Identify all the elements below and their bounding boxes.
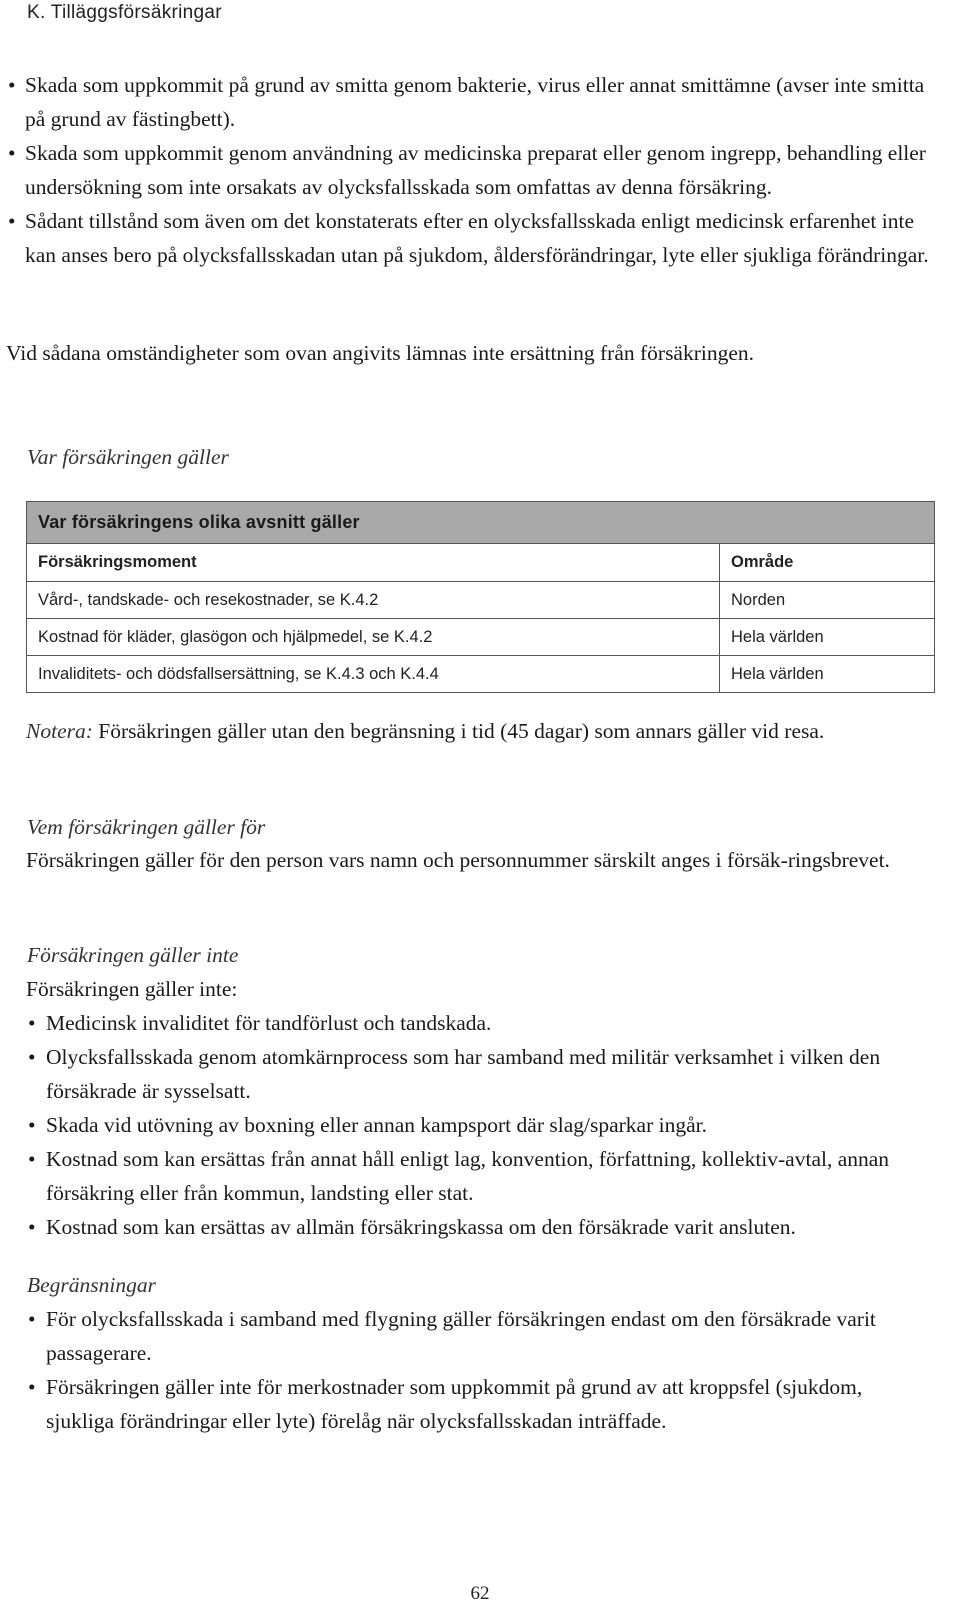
list-item-text: Medicinsk invaliditet för tandförlust och tandskada.	[46, 1011, 492, 1035]
bullet-icon: •	[28, 1307, 36, 1331]
list-item	[26, 1210, 931, 1244]
list-item-text: Skada som uppkommit på grund av smitta genom bakterie, virus eller annat smittämne (avser inte smitta på grund av fästingbett).	[25, 73, 925, 131]
bullet-icon: •	[8, 141, 16, 165]
column-header-area: Område	[720, 544, 935, 582]
table-cell-moment: Kostnad för kläder, glasögon och hjälpmedel, se K.4.2	[27, 619, 720, 656]
note-text: Försäkringen gäller utan den begränsning i tid (45 dagar) som annars gäller vid resa.	[92, 719, 825, 743]
list-item	[26, 1142, 931, 1210]
table-caption: Var försäkringens olika avsnitt gäller	[27, 502, 935, 544]
coverage-table	[26, 501, 935, 693]
intro-exclusion-list	[0, 68, 940, 272]
list-item	[0, 68, 940, 136]
table-row	[27, 619, 935, 656]
where-heading: Var försäkringen gäller	[27, 445, 229, 469]
table-caption-row	[27, 502, 935, 544]
limits-heading: Begränsningar	[27, 1273, 156, 1297]
table-row	[27, 656, 935, 693]
list-item	[26, 1302, 931, 1370]
bullet-icon: •	[28, 1375, 36, 1399]
list-item	[26, 1108, 931, 1142]
not-valid-intro: Försäkringen gäller inte:	[26, 977, 238, 1001]
running-head: K. Tilläggsförsäkringar	[27, 2, 222, 23]
list-item-text: Olycksfallsskada genom atomkärnprocess som har samband med militär verksamhet i vilken den försäkrade är sysselsatt.	[46, 1045, 881, 1103]
bullet-icon: •	[8, 209, 16, 233]
list-item-text: Försäkringen gäller inte för merkostnader som uppkommit på grund av att kroppsfel (sjukdom, sjukliga förändringar eller lyte) förelåg när olycksfallsskadan inträffade.	[46, 1375, 863, 1433]
not-valid-list	[26, 1006, 931, 1244]
table-cell-area: Hela världen	[720, 656, 935, 693]
list-item-text: Kostnad som kan ersättas från annat håll enligt lag, konvention, författning, kollektiv-avtal, annan försäkring eller från kommun, landsting eller stat.	[46, 1147, 890, 1205]
who-heading: Vem försäkringen gäller för	[27, 815, 266, 839]
not-valid-heading: Försäkringen gäller inte	[27, 943, 239, 967]
intro-note: Vid sådana omständigheter som ovan angivits lämnas inte ersättning från försäkringen.	[6, 341, 755, 365]
note-label: Notera:	[26, 719, 93, 743]
who-text: Försäkringen gäller för den person vars namn och personnummer särskilt anges i försäk-ringsbrevet.	[26, 848, 890, 872]
table-cell-area: Hela världen	[720, 619, 935, 656]
table-cell-moment: Vård-, tandskade- och resekostnader, se K.4.2	[27, 582, 720, 619]
list-item-text: Skada som uppkommit genom användning av medicinska preparat eller genom ingrepp, behandling eller undersökning som inte orsakats av olycksfallsskada som omfattas av denna försäkring.	[25, 141, 926, 199]
bullet-icon: •	[28, 1113, 36, 1137]
list-item	[0, 136, 940, 204]
bullet-icon: •	[28, 1045, 36, 1069]
list-item	[26, 1006, 931, 1040]
list-item-text: Kostnad som kan ersättas av allmän försäkringskassa om den försäkrade varit ansluten.	[46, 1215, 796, 1239]
column-header-moment: Försäkringsmoment	[27, 544, 720, 582]
page-number: 62	[470, 1583, 490, 1604]
list-item	[26, 1370, 931, 1438]
bullet-icon: •	[8, 73, 16, 97]
limits-list	[26, 1302, 931, 1438]
bullet-icon: •	[28, 1011, 36, 1035]
list-item	[0, 204, 940, 272]
table-cell-area: Norden	[720, 582, 935, 619]
list-item	[26, 1040, 931, 1108]
list-item-text: För olycksfallsskada i samband med flygning gäller försäkringen endast om den försäkrade varit passagerare.	[46, 1307, 876, 1365]
table-header-row	[27, 544, 935, 582]
validity-note	[26, 714, 931, 748]
list-item-text: Sådant tillstånd som även om det konstaterats efter en olycksfallsskada enligt medicinsk erfarenhet inte kan anses bero på olycksfallsskadan utan på sjukdom, åldersförändringar, lyte eller sjukliga förändringar.	[25, 209, 929, 267]
bullet-icon: •	[28, 1215, 36, 1239]
table-cell-moment: Invaliditets- och dödsfallsersättning, se K.4.3 och K.4.4	[27, 656, 720, 693]
list-item-text: Skada vid utövning av boxning eller annan kampsport där slag/sparkar ingår.	[46, 1113, 707, 1137]
table-row	[27, 582, 935, 619]
bullet-icon: •	[28, 1147, 36, 1171]
